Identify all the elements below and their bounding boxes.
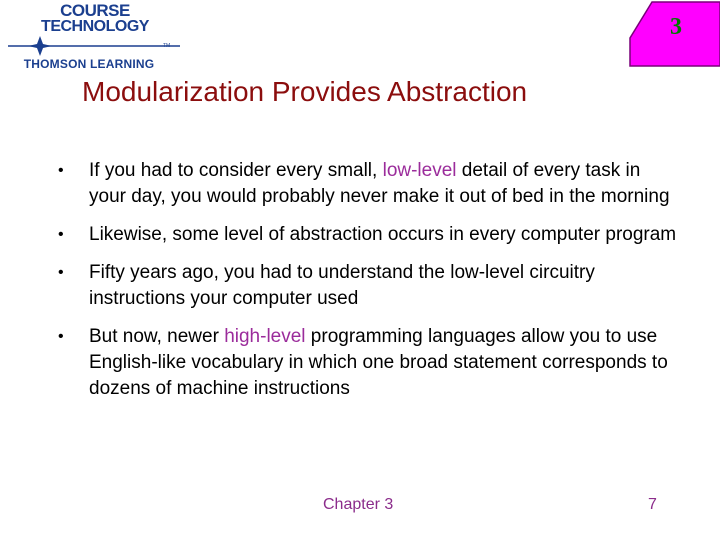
logo-trademark: TM bbox=[163, 43, 171, 49]
chapter-number: 3 bbox=[670, 14, 682, 40]
bullet-item bbox=[58, 260, 678, 312]
footer-chapter: Chapter 3 bbox=[323, 496, 394, 513]
bullet-item bbox=[58, 222, 678, 248]
slide-title: Modularization Provides Abstraction bbox=[82, 76, 528, 107]
bullet-dot-icon: • bbox=[58, 264, 64, 281]
logo-text-technology: TECHNOLOGY bbox=[41, 18, 149, 35]
bullet-text: Fifty years ago, you had to understand the low-level circuitry instructions your computer used bbox=[89, 262, 595, 309]
bullet-dot-icon: • bbox=[58, 226, 64, 243]
bullet-text: If you had to consider every small, bbox=[89, 160, 383, 181]
bullet-dot-icon: • bbox=[58, 328, 64, 345]
bullet-item bbox=[58, 158, 678, 210]
bullet-text: But now, newer bbox=[89, 326, 225, 347]
logo-text-thomson: THOMSON LEARNING bbox=[23, 57, 155, 71]
bullet-highlight: low-level bbox=[382, 160, 457, 181]
logo-text-course: COURSE bbox=[60, 1, 130, 20]
logo-star-icon bbox=[0, 36, 190, 56]
bullet-text: detail of every task in your day, you would probably never make it out of bed in the morning bbox=[89, 160, 670, 207]
bullet-text: Likewise, some level of abstraction occurs in every computer program bbox=[89, 224, 677, 245]
bullet-item bbox=[58, 324, 678, 402]
bullet-highlight: high-level bbox=[224, 326, 306, 347]
publisher-logo bbox=[0, 0, 190, 80]
footer-page-number: 7 bbox=[648, 496, 657, 513]
bullet-dot-icon: • bbox=[58, 162, 64, 179]
bullet-list bbox=[58, 158, 678, 414]
bullet-text: programming languages allow you to use English-like vocabulary in which one broad statement corresponds to dozens of machine instructions bbox=[89, 326, 668, 399]
